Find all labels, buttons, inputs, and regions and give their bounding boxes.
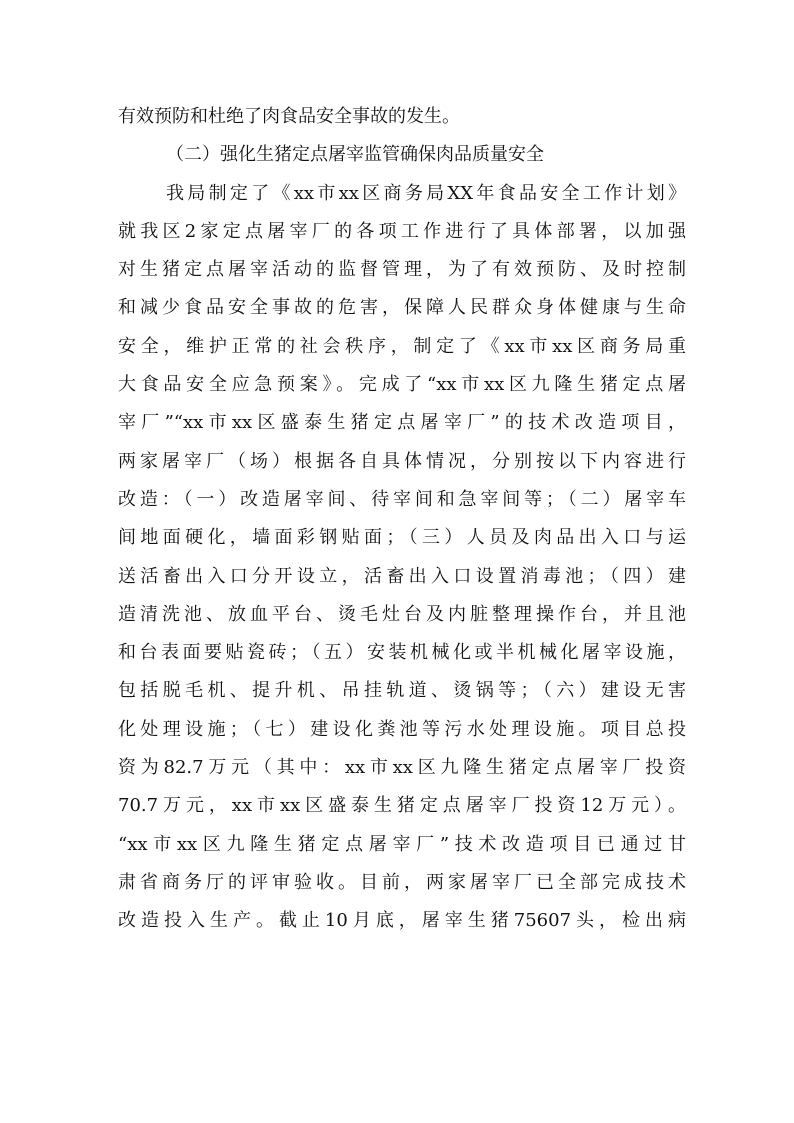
section-heading: （二）强化生猪定点屠宰监管确保肉品质量安全	[166, 144, 544, 166]
paragraph-line: 大食品安全应急预案》。完成了“xx市xx区九隆生猪定点屠	[118, 374, 686, 396]
paragraph-line: 化处理设施；（七）建设化粪池等污水处理设施。项目总投	[118, 718, 686, 740]
paragraph-line: 70.7万元，xx市xx区盛泰生猪定点屠宰厂投资12万元）。	[118, 795, 686, 817]
paragraph-line: 就我区2家定点屠宰厂的各项工作进行了具体部署，以加强	[118, 220, 686, 242]
paragraph-line: “xx市xx区九隆生猪定点屠宰厂”技术改造项目已通过甘	[118, 833, 686, 855]
paragraph-line: 资为82.7万元（其中：xx市xx区九隆生猪定点屠宰厂投资	[118, 757, 686, 779]
paragraph-line: 两家屠宰厂（场）根据各自具体情况，分别按以下内容进行	[118, 450, 686, 472]
paragraph-line: 造清洗池、放血平台、烫毛灶台及内脏整理操作台，并且池	[118, 603, 686, 625]
paragraph-line: 安全，维护正常的社会秩序，制定了《xx市xx区商务局重	[118, 335, 686, 357]
body-text	[118, 98, 686, 941]
paragraph-line: 送活畜出入口分开设立，活畜出入口设置消毒池；（四）建	[118, 565, 686, 587]
paragraph-line: 有效预防和杜绝了肉食品安全事故的发生。	[118, 106, 460, 127]
paragraph-line: 间地面硬化，墙面彩钢贴面；（三）人员及肉品出入口与运	[118, 527, 686, 549]
paragraph-line: 包括脱毛机、提升机、吊挂轨道、烫锅等；（六）建设无害	[118, 680, 686, 702]
paragraph-line: 和台表面要贴瓷砖；（五）安装机械化或半机械化屠宰设施，	[118, 642, 686, 664]
paragraph-line: 宰厂”“xx市xx区盛泰生猪定点屠宰厂”的技术改造项目，	[118, 412, 686, 434]
paragraph-line: 和减少食品安全事故的危害，保障人民群众身体健康与生命	[118, 297, 686, 319]
paragraph-line: 改造：（一）改造屠宰间、待宰间和急宰间等；（二）屠宰车	[118, 488, 686, 510]
paragraph-line: 对生猪定点屠宰活动的监督管理，为了有效预防、及时控制	[118, 259, 686, 281]
paragraph-line: 肃省商务厅的评审验收。目前，两家屠宰厂已全部完成技术	[118, 871, 686, 893]
paragraph-line: 我局制定了《xx市xx区商务局XX年食品安全工作计划》	[166, 182, 686, 204]
paragraph-line: 改造投入生产。截止10月底，屠宰生猪75607头，检出病	[118, 910, 686, 932]
